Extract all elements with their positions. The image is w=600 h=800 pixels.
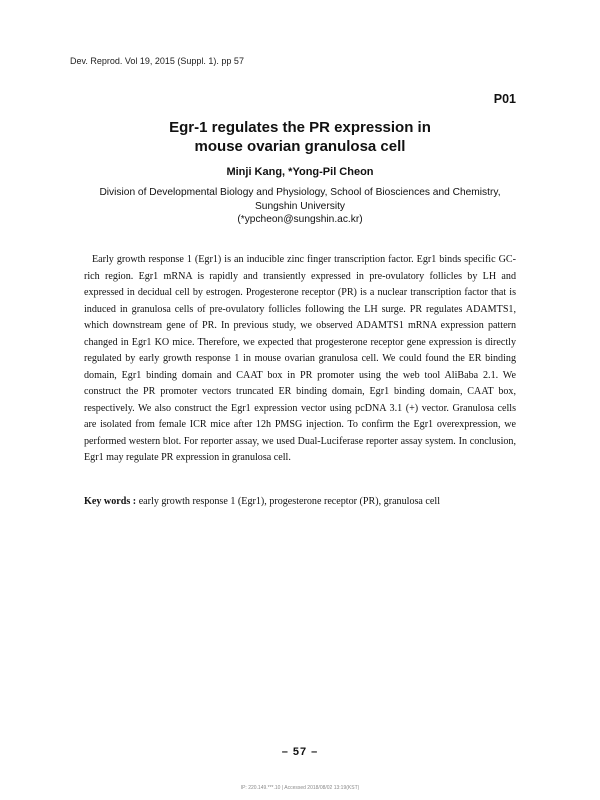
affiliation-email: (*ypcheon@sungshin.ac.kr): [237, 214, 363, 225]
affiliation-line-2: Sungshin University: [254, 200, 346, 212]
paper-title: [0, 118, 600, 156]
keywords: [84, 496, 524, 507]
page-number: – 57 –: [281, 746, 319, 758]
title-line-2: mouse ovarian granulosa cell: [194, 138, 406, 155]
keywords-label: Key words :: [84, 496, 137, 507]
affiliation: [0, 186, 600, 227]
abstract-body: Early growth response 1 (Egr1) is an inducible zinc finger transcription factor. Egr1 binds specific GC-rich region. Egr1 mRNA is rapidly and transiently expressed in pre-ovulatory follicles by LH and expressed in decidual cell by estrogen. Progesterone receptor (PR) is a nuclear transcription factor that is induced in granulosa cells of pre-ovulatory follicles following the LH surge. PR regulates ADAMTS1, which downstream gene of PR. In previous study, we observed ADAMTS1 mRNA expression pattern changed in Egr1 KO mice. Therefore, we expected that progesterone receptor gene expression is directly regulated by early growth response 1 in mouse ovarian granulosa cell. We could found the ER binding domain, Egr1 binding domain and CAAT box in PR promoter using the web tool AliBaba 2.1. We construct the PR promoter vectors truncated ER binding domain, Egr1 binding domain, CAAT box, respectively. We also construct the Egr1 expression vector using pcDNA 3.1 (+) vector. Granulosa cells are isolated from female ICR mice after 12h PMSG injection. To confirm the Egr1 overexpression, we performed western blot. For reporter assay, we used Dual-Luciferase reporter assay system. In conclusion, Egr1 may regulate PR expression in granulosa cell.: [84, 254, 516, 463]
affiliation-line-1: Division of Developmental Biology and Physiology, School of Biosciences and Chemistry,: [99, 187, 501, 198]
access-watermark: IP: 220.149.***.10 | Accessed 2018/08/02 13:19(KST): [240, 785, 360, 791]
title-line-1: Egr-1 regulates the PR expression in: [169, 119, 431, 136]
authors: Minji Kang, *Yong-Pil Cheon: [226, 166, 374, 178]
keywords-text: early growth response 1 (Egr1), progesterone receptor (PR), granulosa cell: [138, 496, 440, 507]
journal-reference: Dev. Reprod. Vol 19, 2015 (Suppl. 1). pp 57: [70, 56, 244, 66]
poster-id: P01: [493, 92, 516, 106]
